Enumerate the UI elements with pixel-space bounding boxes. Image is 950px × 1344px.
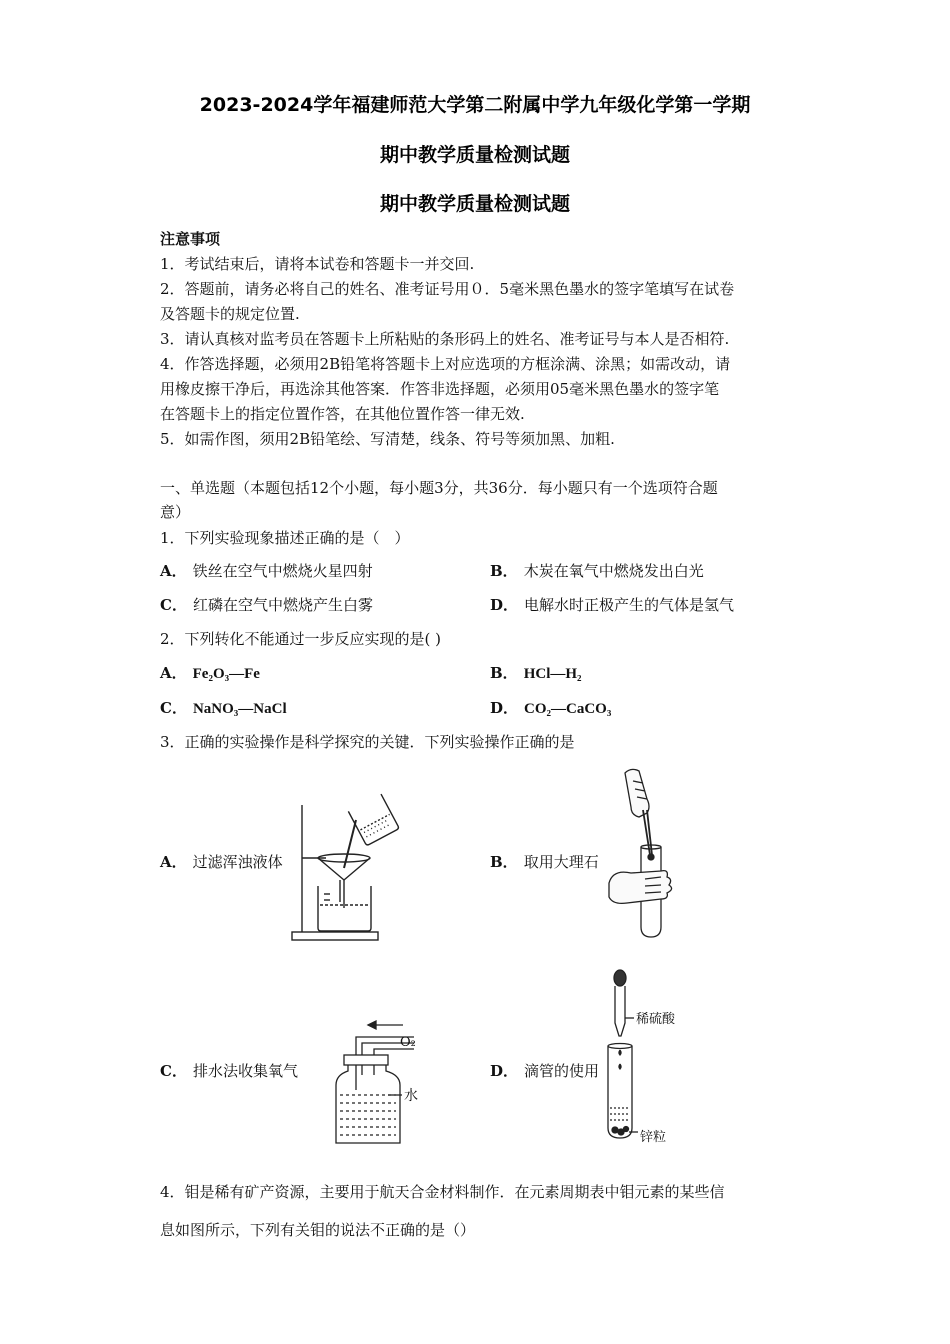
option-letter: D． <box>490 699 519 717</box>
option-text: 木炭在氧气中燃烧发出白光 <box>523 562 704 580</box>
q3-option-b[interactable] <box>490 851 599 872</box>
option-text: 取用大理石 <box>523 853 599 871</box>
q1-option-b[interactable] <box>490 560 704 581</box>
section-heading: 一、单选题（本题包括12个小题，每小题3分，共36分．每小题只有一个选项符合题 <box>160 479 718 497</box>
q1-option-d[interactable] <box>490 594 734 615</box>
q3-option-a[interactable] <box>160 851 283 872</box>
page-title-line1: 2023-2024学年福建师范大学第二附属中学九年级化学第一学期 <box>199 94 751 116</box>
question-2-stem: 2．下列转化不能通过一步反应实现的是( ) <box>160 630 442 648</box>
q2-option-a[interactable] <box>160 662 260 683</box>
option-letter: C． <box>160 699 187 717</box>
dropper-figure <box>598 968 698 1148</box>
q1-option-a[interactable] <box>160 560 373 581</box>
q3-option-d[interactable] <box>490 1060 599 1081</box>
option-formula: NaNO₃—NaCl <box>192 701 287 717</box>
page-title-line2: 期中教学质量检测试题 <box>379 144 570 166</box>
notice-item: 在答题卡上的指定位置作答，在其他位置作答一律无效. <box>160 405 525 423</box>
option-formula: HCl—H₂ <box>523 666 582 682</box>
option-letter: D． <box>490 596 519 614</box>
option-text: 滴管的使用 <box>524 1062 600 1080</box>
option-text: 排水法收集氧气 <box>192 1062 298 1080</box>
option-text: 电解水时正极产生的气体是氢气 <box>524 596 735 614</box>
q3-option-c[interactable] <box>160 1060 298 1081</box>
notice-item: 用橡皮擦干净后，再选涂其他答案．作答非选择题，必须用05毫米黑色墨水的签字笔 <box>160 380 720 398</box>
notice-item: 2．答题前，请务必将自己的姓名、准考证号用０．5毫米黑色墨水的签字笔填写在试卷 <box>160 280 735 298</box>
q2-option-b[interactable] <box>490 662 582 683</box>
section-heading-cont: 意） <box>160 503 191 521</box>
option-letter: B． <box>490 562 518 580</box>
option-letter: A． <box>160 664 187 682</box>
option-text: 红磷在空气中燃烧产生白雾 <box>192 596 373 614</box>
notice-heading: 注意事项 <box>160 230 221 248</box>
dilute-sulfuric-acid-label: 稀硫酸 <box>636 1012 676 1027</box>
o2-label: O₂ <box>400 1035 416 1050</box>
q2-option-c[interactable] <box>160 697 287 718</box>
page-title-line3: 期中教学质量检测试题 <box>379 193 570 215</box>
filtration-figure <box>288 790 408 945</box>
notice-item: 及答题卡的规定位置. <box>160 305 300 323</box>
option-letter: D． <box>490 1062 519 1080</box>
question-4-stem-cont: 息如图所示，下列有关钼的说法不正确的是（） <box>160 1221 476 1239</box>
option-letter: B． <box>490 664 518 682</box>
option-letter: C． <box>160 1062 187 1080</box>
option-formula: CO₂—CaCO₃ <box>524 701 612 717</box>
notice-item: 3．请认真核对监考员在答题卡上所粘贴的条形码上的姓名、准考证号与本人是否相符. <box>160 330 730 348</box>
question-4-stem: 4．钼是稀有矿产资源，主要用于航天合金材料制作．在元素周期表中钼元素的某些信 <box>160 1183 725 1201</box>
option-letter: A． <box>160 853 187 871</box>
water-label: 水 <box>404 1088 418 1104</box>
notice-item: 4．作答选择题，必须用2B铅笔将答题卡上对应选项的方框涂满、涂黑；如需改动，请 <box>160 355 731 373</box>
option-letter: B． <box>490 853 518 871</box>
question-3-stem: 3．正确的实验操作是科学探究的关键．下列实验操作正确的是 <box>160 733 575 751</box>
option-letter: A． <box>160 562 187 580</box>
option-formula: Fe₂O₃—Fe <box>192 666 260 682</box>
zinc-granule-label: 锌粒 <box>640 1130 667 1145</box>
gas-collection-figure <box>318 1015 428 1150</box>
option-letter: C． <box>160 596 187 614</box>
question-1-stem: 1．下列实验现象描述正确的是（ ） <box>160 529 410 547</box>
notice-item: 1．考试结束后，请将本试卷和答题卡一并交回. <box>160 255 475 273</box>
q2-option-d[interactable] <box>490 697 611 718</box>
test-tube-marble-figure <box>605 765 700 945</box>
option-text: 过滤浑浊液体 <box>192 853 283 871</box>
option-text: 铁丝在空气中燃烧火星四射 <box>192 562 373 580</box>
q1-option-c[interactable] <box>160 594 373 615</box>
notice-item: 5．如需作图，须用2B铅笔绘、写清楚，线条、符号等须加黑、加粗. <box>160 430 615 448</box>
